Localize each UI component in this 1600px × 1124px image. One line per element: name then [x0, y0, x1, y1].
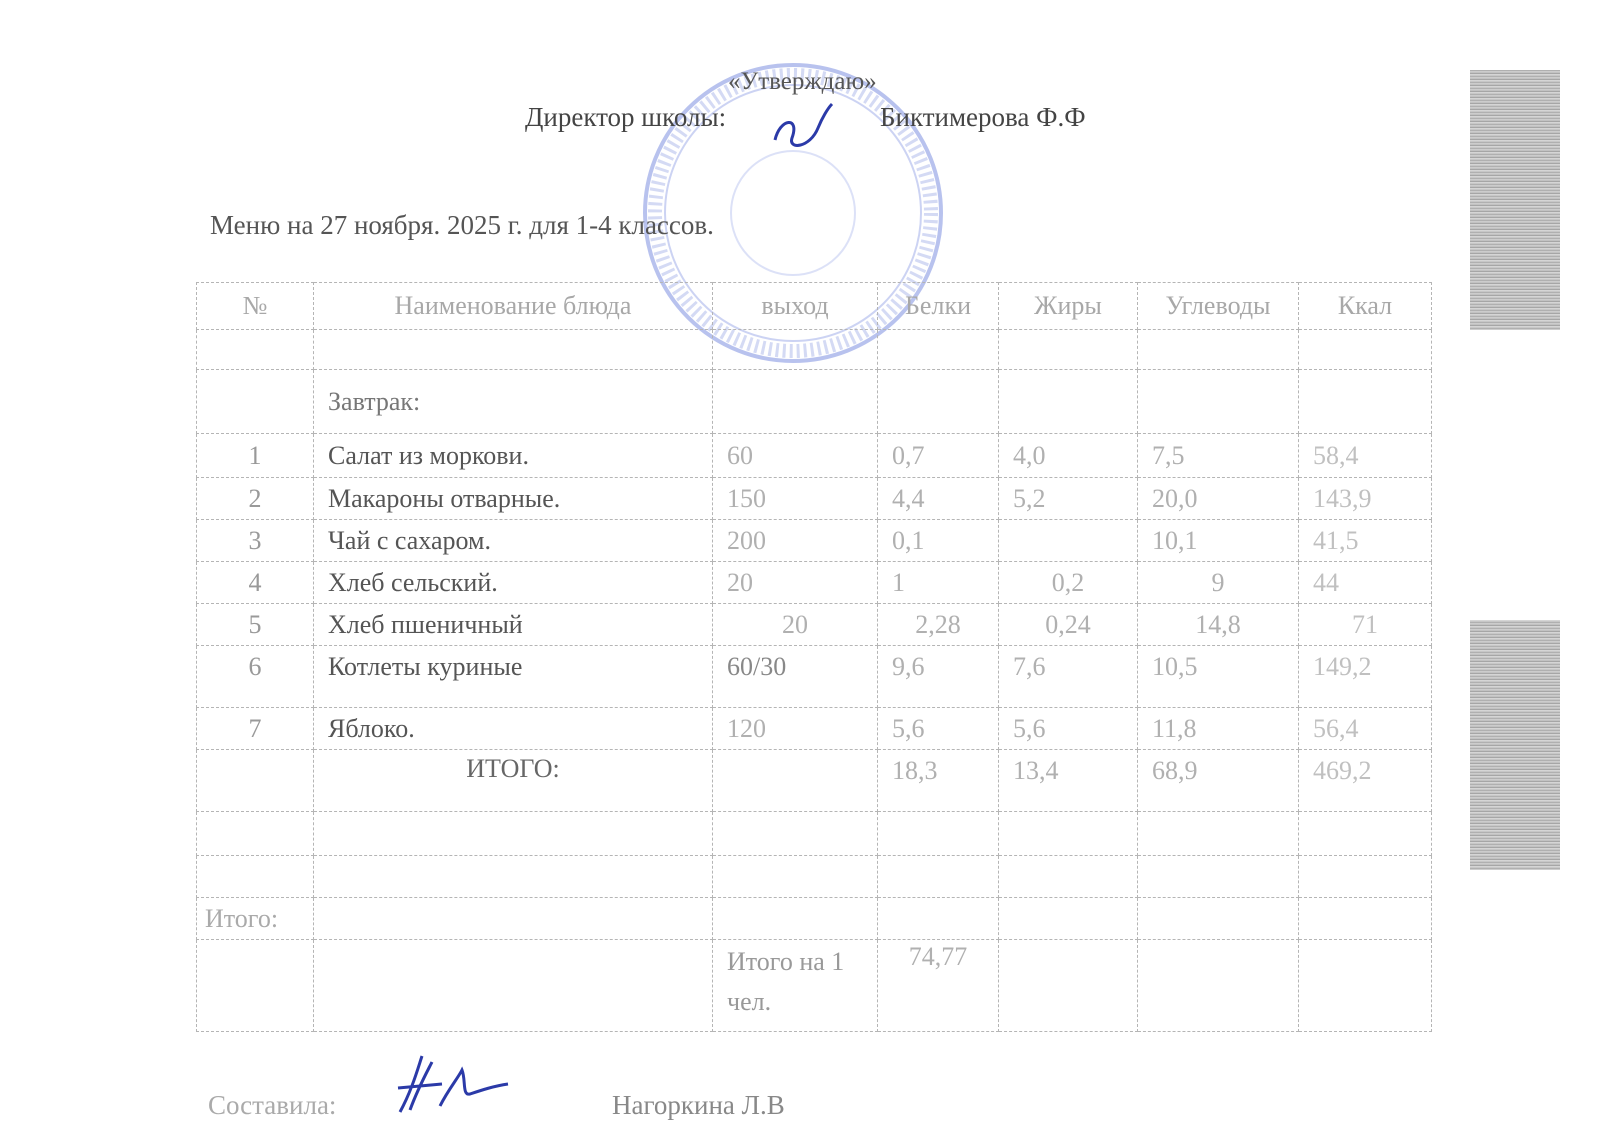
dish-fats: 4,0 — [999, 434, 1138, 478]
approval-caption: «Утверждаю» — [728, 68, 877, 95]
table-row — [197, 478, 1432, 520]
table-row — [197, 708, 1432, 750]
dish-name: Хлеб пшеничный — [314, 604, 713, 646]
col-header-dish: Наименование блюда — [314, 283, 713, 330]
dish-name: Хлеб сельский. — [314, 562, 713, 604]
col-header-kcal: Ккал — [1299, 283, 1432, 330]
empty-row — [197, 330, 1432, 370]
subtotal-carbs: 68,9 — [1138, 750, 1299, 812]
dish-name: Макароны отварные. — [314, 478, 713, 520]
scan-artifact-bottom — [1470, 620, 1560, 870]
dish-carbs: 7,5 — [1138, 434, 1299, 478]
dish-name: Чай с сахаром. — [314, 520, 713, 562]
dish-carbs: 10,5 — [1138, 646, 1299, 708]
subtotal-kcal: 469,2 — [1299, 750, 1432, 812]
empty-row — [197, 856, 1432, 898]
composer-label: Составила: — [208, 1090, 337, 1120]
total-row — [197, 898, 1432, 940]
dish-carbs: 14,8 — [1138, 604, 1299, 646]
subtotal-row — [197, 750, 1432, 812]
dish-proteins: 2,28 — [878, 604, 999, 646]
dish-output: 200 — [713, 520, 878, 562]
dish-kcal: 41,5 — [1299, 520, 1432, 562]
col-header-fats: Жиры — [999, 283, 1138, 330]
dish-kcal: 44 — [1299, 562, 1432, 604]
table-row — [197, 646, 1432, 708]
table-header-row — [197, 283, 1432, 330]
subtotal-proteins: 18,3 — [878, 750, 999, 812]
subtotal-label: ИТОГО: — [314, 750, 713, 812]
dish-output: 120 — [713, 708, 878, 750]
dish-output: 150 — [713, 478, 878, 520]
director-label: Директор школы: — [525, 102, 727, 132]
dish-name: Салат из моркови. — [314, 434, 713, 478]
dish-fats — [999, 520, 1138, 562]
dish-proteins: 0,7 — [878, 434, 999, 478]
dish-proteins: 0,1 — [878, 520, 999, 562]
director-signature — [770, 98, 840, 158]
total-label: Итого: — [197, 898, 314, 940]
dish-output: 60 — [713, 434, 878, 478]
dish-carbs: 20,0 — [1138, 478, 1299, 520]
dish-fats: 0,2 — [999, 562, 1138, 604]
dish-kcal: 58,4 — [1299, 434, 1432, 478]
row-number: 7 — [197, 708, 314, 750]
row-number: 4 — [197, 562, 314, 604]
per-person-row — [197, 940, 1432, 1032]
table-row — [197, 562, 1432, 604]
director-name: Биктимерова Ф.Ф — [880, 102, 1086, 132]
dish-carbs: 11,8 — [1138, 708, 1299, 750]
dish-proteins: 4,4 — [878, 478, 999, 520]
row-number: 1 — [197, 434, 314, 478]
col-header-number: № — [197, 283, 314, 330]
dish-kcal: 143,9 — [1299, 478, 1432, 520]
col-header-proteins: Белки — [878, 283, 999, 330]
row-number: 3 — [197, 520, 314, 562]
dish-name: Котлеты куриные — [314, 646, 713, 708]
table-row — [197, 434, 1432, 478]
subtotal-fats: 13,4 — [999, 750, 1138, 812]
dish-fats: 7,6 — [999, 646, 1138, 708]
dish-output: 60/30 — [713, 646, 878, 708]
per-person-label: Итого на 1 чел. — [713, 940, 878, 1032]
menu-title: Меню на 27 ноября. 2025 г. для 1-4 классов. — [210, 210, 714, 240]
row-number: 2 — [197, 478, 314, 520]
dish-kcal: 149,2 — [1299, 646, 1432, 708]
dish-carbs: 9 — [1138, 562, 1299, 604]
table-row — [197, 520, 1432, 562]
dish-proteins: 5,6 — [878, 708, 999, 750]
section-row-breakfast — [197, 370, 1432, 434]
dish-kcal: 56,4 — [1299, 708, 1432, 750]
scan-artifact-top — [1470, 70, 1560, 330]
empty-row — [197, 812, 1432, 856]
composer-signature — [392, 1050, 512, 1120]
row-number: 6 — [197, 646, 314, 708]
dish-proteins: 1 — [878, 562, 999, 604]
dish-proteins: 9,6 — [878, 646, 999, 708]
dish-kcal: 71 — [1299, 604, 1432, 646]
dish-fats: 0,24 — [999, 604, 1138, 646]
composer-name: Нагоркина Л.В — [612, 1090, 785, 1120]
section-breakfast-label: Завтрак: — [314, 370, 713, 434]
dish-carbs: 10,1 — [1138, 520, 1299, 562]
menu-table — [196, 282, 1432, 1032]
col-header-carbs: Углеводы — [1138, 283, 1299, 330]
per-person-value: 74,77 — [878, 940, 999, 1032]
table-row — [197, 604, 1432, 646]
row-number: 5 — [197, 604, 314, 646]
dish-name: Яблоко. — [314, 708, 713, 750]
dish-fats: 5,2 — [999, 478, 1138, 520]
dish-fats: 5,6 — [999, 708, 1138, 750]
col-header-output: выход — [713, 283, 878, 330]
dish-output: 20 — [713, 604, 878, 646]
dish-output: 20 — [713, 562, 878, 604]
